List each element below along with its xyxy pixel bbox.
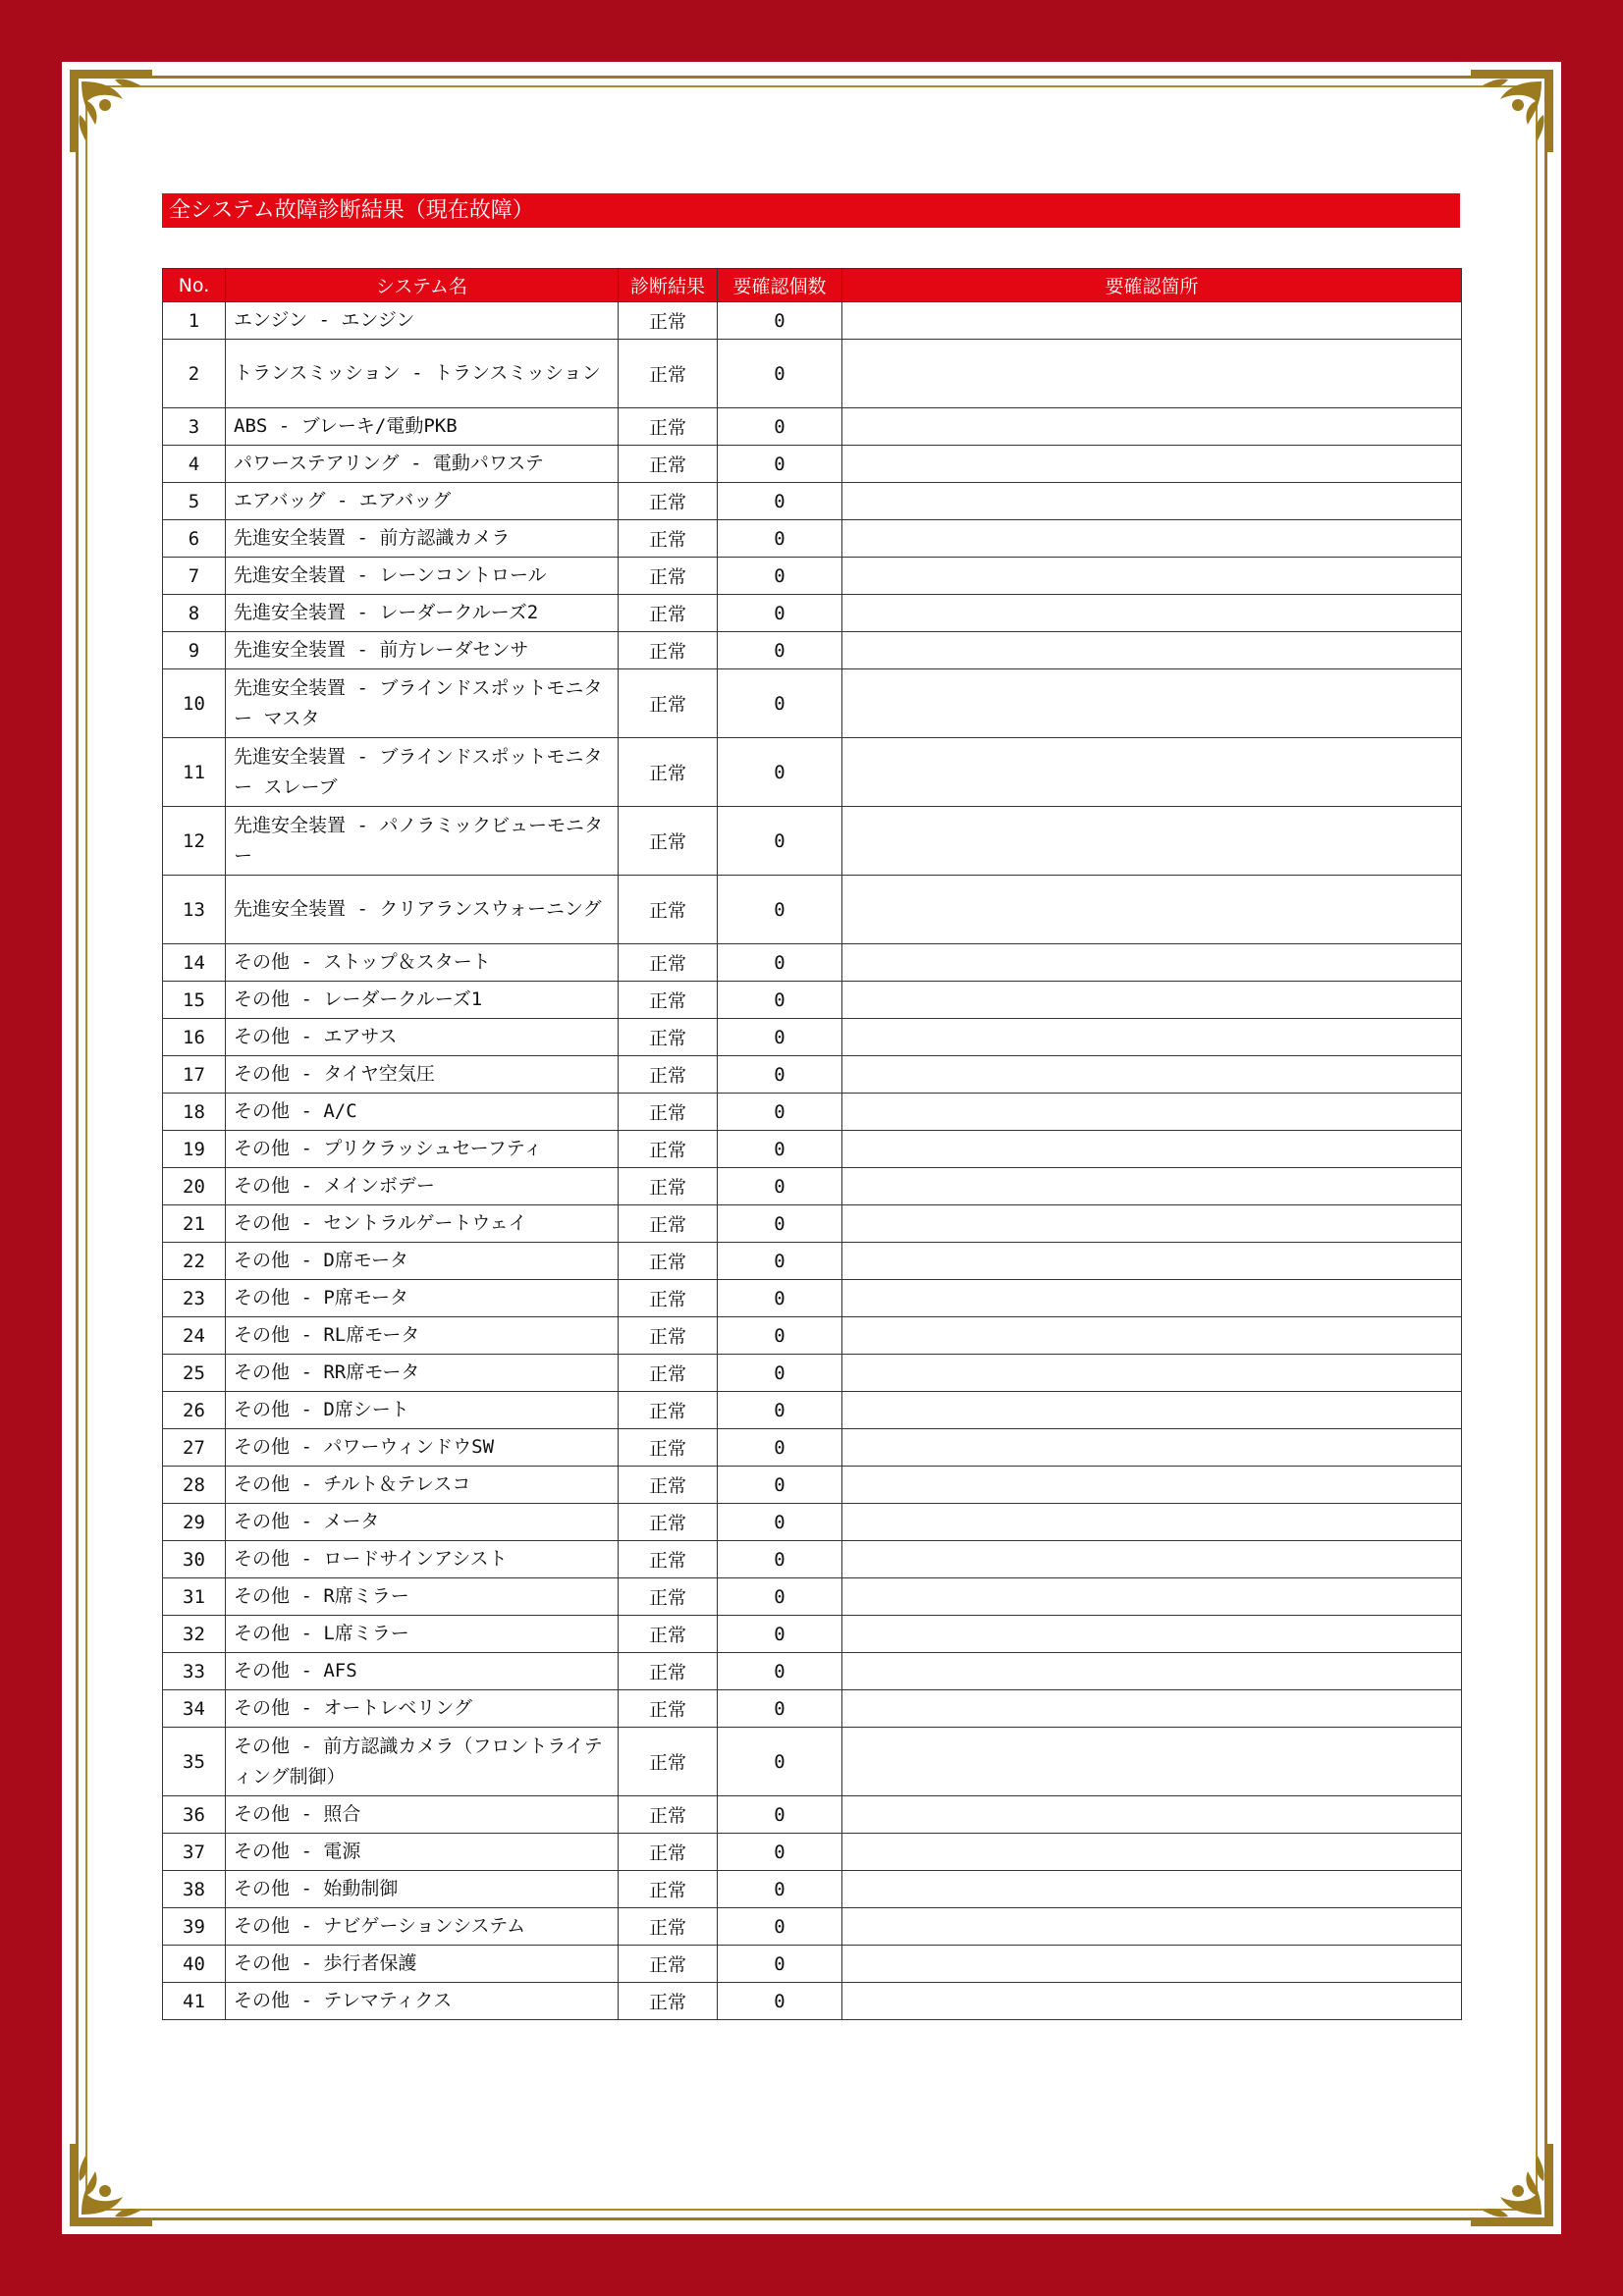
cell-check-location — [842, 1168, 1462, 1205]
cell-check-count: 0 — [718, 1392, 842, 1429]
cell-result: 正常 — [619, 1653, 718, 1690]
header-system-name: システム名 — [226, 269, 619, 302]
cell-system-name: エアバッグ - エアバッグ — [226, 483, 619, 520]
section-title: 全システム故障診断結果（現在故障） — [162, 193, 1460, 228]
cell-check-location — [842, 1834, 1462, 1871]
cell-system-name: その他 - RL席モータ — [226, 1317, 619, 1355]
cell-check-count: 0 — [718, 1728, 842, 1796]
cell-check-location — [842, 1946, 1462, 1983]
cell-no: 13 — [163, 876, 226, 944]
cell-check-location — [842, 340, 1462, 408]
cell-result: 正常 — [619, 1467, 718, 1504]
cell-system-name: その他 - メインボデー — [226, 1168, 619, 1205]
cell-check-location — [842, 1653, 1462, 1690]
cell-system-name: 先進安全装置 - ブラインドスポットモニター マスタ — [226, 669, 619, 738]
cell-check-location — [842, 558, 1462, 595]
cell-result: 正常 — [619, 595, 718, 632]
cell-system-name: その他 - A/C — [226, 1094, 619, 1131]
cell-system-name: その他 - 前方認識カメラ（フロントライティング制御） — [226, 1728, 619, 1796]
cell-check-count: 0 — [718, 1541, 842, 1578]
corner-ornament-icon — [66, 2140, 156, 2230]
cell-no: 19 — [163, 1131, 226, 1168]
table-row — [163, 1317, 1462, 1355]
table-row — [163, 446, 1462, 483]
cell-check-location — [842, 1094, 1462, 1131]
cell-system-name: その他 - プリクラッシュセーフティ — [226, 1131, 619, 1168]
cell-result: 正常 — [619, 944, 718, 982]
cell-no: 36 — [163, 1796, 226, 1834]
cell-check-count: 0 — [718, 1168, 842, 1205]
cell-system-name: その他 - セントラルゲートウェイ — [226, 1205, 619, 1243]
cell-no: 28 — [163, 1467, 226, 1504]
cell-check-count: 0 — [718, 520, 842, 558]
cell-no: 22 — [163, 1243, 226, 1280]
cell-result: 正常 — [619, 1728, 718, 1796]
table-row — [163, 807, 1462, 876]
cell-check-count: 0 — [718, 1429, 842, 1467]
cell-check-count: 0 — [718, 1467, 842, 1504]
cell-result: 正常 — [619, 483, 718, 520]
cell-no: 11 — [163, 738, 226, 807]
cell-check-location — [842, 1392, 1462, 1429]
cell-result: 正常 — [619, 876, 718, 944]
cell-check-count: 0 — [718, 1946, 842, 1983]
table-row — [163, 1690, 1462, 1728]
cell-no: 24 — [163, 1317, 226, 1355]
table-row — [163, 1355, 1462, 1392]
cell-result: 正常 — [619, 1168, 718, 1205]
cell-system-name: その他 - 始動制御 — [226, 1871, 619, 1908]
cell-check-count: 0 — [718, 1504, 842, 1541]
cell-no: 4 — [163, 446, 226, 483]
cell-check-location — [842, 982, 1462, 1019]
cell-result: 正常 — [619, 1983, 718, 2020]
cell-no: 41 — [163, 1983, 226, 2020]
cell-no: 33 — [163, 1653, 226, 1690]
cell-system-name: その他 - AFS — [226, 1653, 619, 1690]
cell-system-name: 先進安全装置 - 前方レーダセンサ — [226, 632, 619, 669]
cell-result: 正常 — [619, 1578, 718, 1616]
header-no: No. — [163, 269, 226, 302]
cell-system-name: その他 - レーダークルーズ1 — [226, 982, 619, 1019]
table-row — [163, 1392, 1462, 1429]
cell-result: 正常 — [619, 1205, 718, 1243]
cell-check-location — [842, 738, 1462, 807]
cell-check-location — [842, 1578, 1462, 1616]
cell-no: 9 — [163, 632, 226, 669]
header-check-count: 要確認個数 — [718, 269, 842, 302]
cell-result: 正常 — [619, 1871, 718, 1908]
cell-result: 正常 — [619, 1796, 718, 1834]
cell-system-name: 先進安全装置 - クリアランスウォーニング — [226, 876, 619, 944]
cell-result: 正常 — [619, 1019, 718, 1056]
cell-result: 正常 — [619, 1317, 718, 1355]
cell-result: 正常 — [619, 669, 718, 738]
table-row — [163, 1168, 1462, 1205]
cell-check-location — [842, 302, 1462, 340]
cell-no: 29 — [163, 1504, 226, 1541]
cell-check-count: 0 — [718, 483, 842, 520]
cell-check-location — [842, 1280, 1462, 1317]
cell-check-location — [842, 876, 1462, 944]
cell-check-location — [842, 408, 1462, 446]
cell-no: 27 — [163, 1429, 226, 1467]
cell-system-name: トランスミッション - トランスミッション — [226, 340, 619, 408]
cell-system-name: 先進安全装置 - 前方認識カメラ — [226, 520, 619, 558]
cell-system-name: ABS - ブレーキ/電動PKB — [226, 408, 619, 446]
cell-system-name: その他 - パワーウィンドウSW — [226, 1429, 619, 1467]
cell-system-name: その他 - メータ — [226, 1504, 619, 1541]
cell-check-count: 0 — [718, 1578, 842, 1616]
cell-result: 正常 — [619, 632, 718, 669]
cell-system-name: エンジン - エンジン — [226, 302, 619, 340]
cell-no: 12 — [163, 807, 226, 876]
cell-system-name: その他 - 電源 — [226, 1834, 619, 1871]
cell-check-count: 0 — [718, 1690, 842, 1728]
cell-no: 32 — [163, 1616, 226, 1653]
cell-no: 5 — [163, 483, 226, 520]
cell-no: 15 — [163, 982, 226, 1019]
cell-check-location — [842, 1908, 1462, 1946]
cell-check-location — [842, 1541, 1462, 1578]
cell-result: 正常 — [619, 1243, 718, 1280]
cell-check-count: 0 — [718, 340, 842, 408]
cell-result: 正常 — [619, 1392, 718, 1429]
table-row — [163, 1653, 1462, 1690]
header-result: 診断結果 — [619, 269, 718, 302]
table-row — [163, 340, 1462, 408]
cell-no: 6 — [163, 520, 226, 558]
cell-no: 35 — [163, 1728, 226, 1796]
cell-system-name: その他 - D席モータ — [226, 1243, 619, 1280]
cell-no: 1 — [163, 302, 226, 340]
cell-check-location — [842, 520, 1462, 558]
cell-no: 21 — [163, 1205, 226, 1243]
cell-result: 正常 — [619, 1056, 718, 1094]
cell-result: 正常 — [619, 1541, 718, 1578]
cell-result: 正常 — [619, 807, 718, 876]
cell-no: 30 — [163, 1541, 226, 1578]
cell-check-count: 0 — [718, 944, 842, 982]
cell-check-count: 0 — [718, 1317, 842, 1355]
cell-check-count: 0 — [718, 558, 842, 595]
cell-system-name: その他 - ストップ＆スタート — [226, 944, 619, 982]
table-row — [163, 1094, 1462, 1131]
cell-check-count: 0 — [718, 982, 842, 1019]
table-row — [163, 669, 1462, 738]
table-row — [163, 520, 1462, 558]
cell-check-count: 0 — [718, 1355, 842, 1392]
table-row — [163, 1467, 1462, 1504]
cell-check-count: 0 — [718, 1280, 842, 1317]
cell-system-name: 先進安全装置 - パノラミックビューモニター — [226, 807, 619, 876]
cell-system-name: パワーステアリング - 電動パワステ — [226, 446, 619, 483]
cell-no: 39 — [163, 1908, 226, 1946]
cell-check-location — [842, 1317, 1462, 1355]
cell-result: 正常 — [619, 1429, 718, 1467]
cell-check-count: 0 — [718, 1983, 842, 2020]
cell-no: 14 — [163, 944, 226, 982]
table-row — [163, 1796, 1462, 1834]
table-row — [163, 1280, 1462, 1317]
table-body — [163, 302, 1462, 2020]
cell-result: 正常 — [619, 738, 718, 807]
table-row — [163, 1504, 1462, 1541]
table-row — [163, 1429, 1462, 1467]
cell-system-name: その他 - R席ミラー — [226, 1578, 619, 1616]
cell-no: 26 — [163, 1392, 226, 1429]
cell-result: 正常 — [619, 446, 718, 483]
cell-result: 正常 — [619, 1834, 718, 1871]
cell-result: 正常 — [619, 1355, 718, 1392]
cell-check-count: 0 — [718, 1616, 842, 1653]
cell-check-count: 0 — [718, 632, 842, 669]
cell-system-name: その他 - エアサス — [226, 1019, 619, 1056]
cell-no: 2 — [163, 340, 226, 408]
cell-check-count: 0 — [718, 1056, 842, 1094]
cell-result: 正常 — [619, 408, 718, 446]
table-row — [163, 302, 1462, 340]
cell-check-count: 0 — [718, 1908, 842, 1946]
table-row — [163, 1728, 1462, 1796]
table-row — [163, 408, 1462, 446]
cell-no: 8 — [163, 595, 226, 632]
table-header-row — [163, 269, 1462, 302]
cell-result: 正常 — [619, 1280, 718, 1317]
cell-no: 34 — [163, 1690, 226, 1728]
cell-result: 正常 — [619, 1690, 718, 1728]
table-row — [163, 1243, 1462, 1280]
cell-check-count: 0 — [718, 408, 842, 446]
cell-system-name: その他 - P席モータ — [226, 1280, 619, 1317]
cell-check-location — [842, 1504, 1462, 1541]
cell-check-count: 0 — [718, 669, 842, 738]
cell-check-count: 0 — [718, 1796, 842, 1834]
cell-no: 7 — [163, 558, 226, 595]
cell-check-location — [842, 1056, 1462, 1094]
cell-check-count: 0 — [718, 876, 842, 944]
cell-check-count: 0 — [718, 595, 842, 632]
cell-check-count: 0 — [718, 446, 842, 483]
cell-check-location — [842, 1243, 1462, 1280]
corner-ornament-icon — [66, 66, 156, 156]
cell-check-count: 0 — [718, 807, 842, 876]
cell-check-location — [842, 1983, 1462, 2020]
diagnosis-table — [162, 268, 1462, 2020]
cell-check-count: 0 — [718, 1243, 842, 1280]
cell-no: 25 — [163, 1355, 226, 1392]
cell-check-location — [842, 1616, 1462, 1653]
cell-check-location — [842, 1131, 1462, 1168]
cell-system-name: その他 - テレマティクス — [226, 1983, 619, 2020]
cell-check-location — [842, 595, 1462, 632]
cell-result: 正常 — [619, 520, 718, 558]
table-row — [163, 982, 1462, 1019]
table-row — [163, 632, 1462, 669]
cell-check-location — [842, 1019, 1462, 1056]
cell-check-location — [842, 807, 1462, 876]
cell-no: 20 — [163, 1168, 226, 1205]
cell-check-count: 0 — [718, 1019, 842, 1056]
table-row — [163, 595, 1462, 632]
cell-result: 正常 — [619, 1946, 718, 1983]
cell-no: 16 — [163, 1019, 226, 1056]
table-row — [163, 1019, 1462, 1056]
cell-system-name: その他 - D席シート — [226, 1392, 619, 1429]
header-check-location: 要確認箇所 — [842, 269, 1462, 302]
table-row — [163, 738, 1462, 807]
cell-check-location — [842, 1205, 1462, 1243]
cell-check-location — [842, 632, 1462, 669]
cell-result: 正常 — [619, 340, 718, 408]
cell-check-location — [842, 1796, 1462, 1834]
cell-check-count: 0 — [718, 1834, 842, 1871]
cell-system-name: その他 - ナビゲーションシステム — [226, 1908, 619, 1946]
table-row — [163, 1541, 1462, 1578]
table-row — [163, 1131, 1462, 1168]
cell-check-location — [842, 483, 1462, 520]
cell-system-name: その他 - オートレベリング — [226, 1690, 619, 1728]
cell-system-name: 先進安全装置 - ブラインドスポットモニター スレーブ — [226, 738, 619, 807]
cell-check-count: 0 — [718, 1653, 842, 1690]
cell-result: 正常 — [619, 1616, 718, 1653]
cell-check-location — [842, 1690, 1462, 1728]
table-row — [163, 1983, 1462, 2020]
table-row — [163, 1871, 1462, 1908]
cell-check-count: 0 — [718, 738, 842, 807]
cell-check-location — [842, 669, 1462, 738]
cell-check-location — [842, 1728, 1462, 1796]
cell-no: 18 — [163, 1094, 226, 1131]
cell-check-location — [842, 1355, 1462, 1392]
cell-no: 37 — [163, 1834, 226, 1871]
cell-result: 正常 — [619, 1131, 718, 1168]
cell-check-location — [842, 1429, 1462, 1467]
cell-system-name: 先進安全装置 - レーンコントロール — [226, 558, 619, 595]
cell-result: 正常 — [619, 1908, 718, 1946]
cell-check-count: 0 — [718, 1094, 842, 1131]
cell-check-location — [842, 446, 1462, 483]
cell-no: 10 — [163, 669, 226, 738]
table-row — [163, 1578, 1462, 1616]
table-row — [163, 483, 1462, 520]
table-row — [163, 1908, 1462, 1946]
cell-check-location — [842, 944, 1462, 982]
table-row — [163, 1946, 1462, 1983]
table-row — [163, 1056, 1462, 1094]
table-row — [163, 1205, 1462, 1243]
cell-check-location — [842, 1467, 1462, 1504]
table-row — [163, 1616, 1462, 1653]
corner-ornament-icon — [1467, 2140, 1557, 2230]
table-row — [163, 944, 1462, 982]
cell-system-name: その他 - 歩行者保護 — [226, 1946, 619, 1983]
cell-system-name: その他 - ロードサインアシスト — [226, 1541, 619, 1578]
cell-system-name: 先進安全装置 - レーダークルーズ2 — [226, 595, 619, 632]
cell-system-name: その他 - L席ミラー — [226, 1616, 619, 1653]
cell-no: 40 — [163, 1946, 226, 1983]
cell-system-name: その他 - タイヤ空気圧 — [226, 1056, 619, 1094]
cell-check-count: 0 — [718, 302, 842, 340]
cell-result: 正常 — [619, 1094, 718, 1131]
cell-system-name: その他 - RR席モータ — [226, 1355, 619, 1392]
cell-check-location — [842, 1871, 1462, 1908]
cell-result: 正常 — [619, 982, 718, 1019]
cell-check-count: 0 — [718, 1131, 842, 1168]
cell-no: 3 — [163, 408, 226, 446]
table-row — [163, 558, 1462, 595]
table-row — [163, 876, 1462, 944]
cell-check-count: 0 — [718, 1205, 842, 1243]
cell-system-name: その他 - 照合 — [226, 1796, 619, 1834]
cell-check-count: 0 — [718, 1871, 842, 1908]
cell-result: 正常 — [619, 1504, 718, 1541]
cell-no: 23 — [163, 1280, 226, 1317]
table-row — [163, 1834, 1462, 1871]
cell-no: 17 — [163, 1056, 226, 1094]
cell-no: 31 — [163, 1578, 226, 1616]
cell-system-name: その他 - チルト＆テレスコ — [226, 1467, 619, 1504]
cell-result: 正常 — [619, 558, 718, 595]
cell-result: 正常 — [619, 302, 718, 340]
cell-no: 38 — [163, 1871, 226, 1908]
corner-ornament-icon — [1467, 66, 1557, 156]
